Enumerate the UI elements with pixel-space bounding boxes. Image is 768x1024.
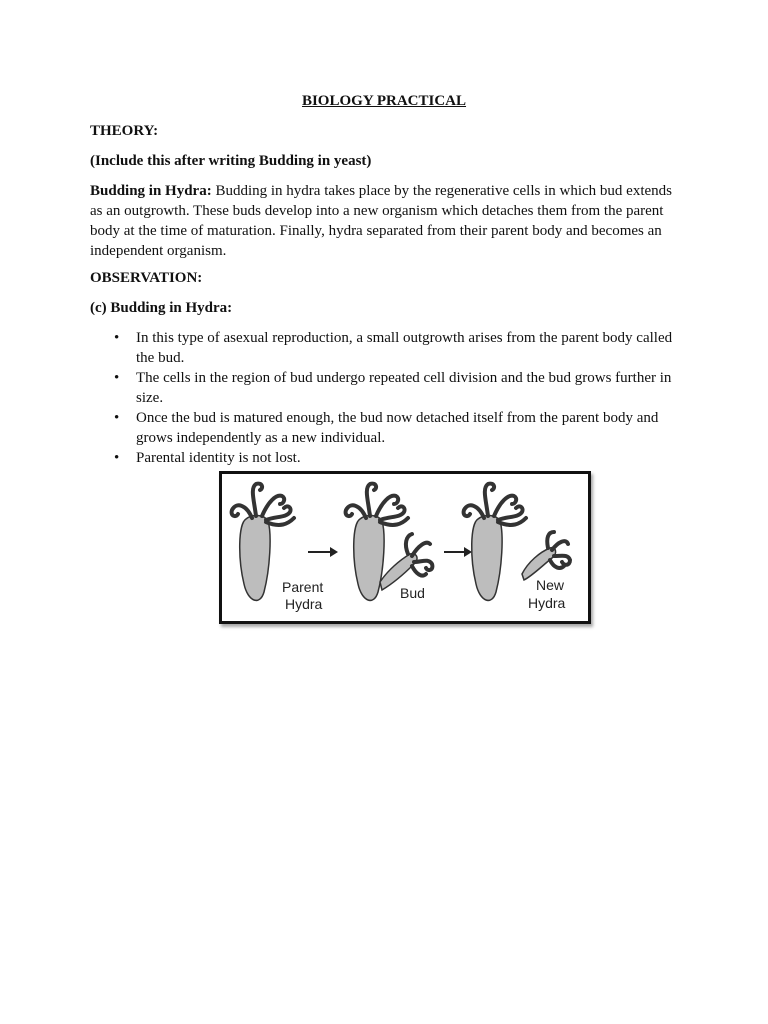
hydra-with-bud xyxy=(346,484,433,601)
bullet-icon: • xyxy=(114,450,120,466)
hydra-budding-illustration xyxy=(222,474,588,621)
observation-heading: OBSERVATION: xyxy=(90,270,203,286)
arrow-right-icon xyxy=(444,547,472,557)
list-item-text: Once the bud is matured enough, the bud now detached itself from the parent body and grows independently as a new individual. xyxy=(136,410,659,446)
list-item xyxy=(90,408,690,448)
hydra-budding-figure xyxy=(219,471,591,624)
label-parent-line2: Hydra xyxy=(285,596,323,612)
page-title: BIOLOGY PRACTICAL xyxy=(301,93,467,109)
theory-heading: THEORY: xyxy=(90,123,159,139)
list-item xyxy=(90,448,690,468)
list-item xyxy=(90,368,690,408)
list-item-text: The cells in the region of bud undergo repeated cell division and the bud grows further in size. xyxy=(136,370,672,406)
instruction-note: (Include this after writing Budding in yeast) xyxy=(90,153,372,169)
label-new-line1: New xyxy=(536,577,565,593)
arrow-right-icon xyxy=(308,547,338,557)
budding-paragraph xyxy=(90,181,680,261)
budding-term: Budding in Hydra: xyxy=(90,183,212,199)
observation-list xyxy=(90,328,690,468)
budding-text: Budding in hydra takes place by the regenerative cells in which bud extends as an outgrowth. These buds develop into a new organism which detaches them from the parent body at the time of maturation. Finally, hydra separated from their parent body and becomes an independent organism. xyxy=(90,183,672,259)
list-item-text: In this type of asexual reproduction, a small outgrowth arises from the parent body called the bud. xyxy=(136,330,673,366)
bullet-icon: • xyxy=(114,410,120,426)
label-new-line2: Hydra xyxy=(528,595,566,611)
observation-subheading: (c) Budding in Hydra: xyxy=(90,300,233,316)
label-bud: Bud xyxy=(400,585,425,601)
list-item xyxy=(90,328,690,368)
bullet-icon: • xyxy=(114,330,120,346)
bullet-icon: • xyxy=(114,370,120,386)
list-item-text: Parental identity is not lost. xyxy=(136,450,301,466)
label-parent-line1: Parent xyxy=(282,579,324,595)
